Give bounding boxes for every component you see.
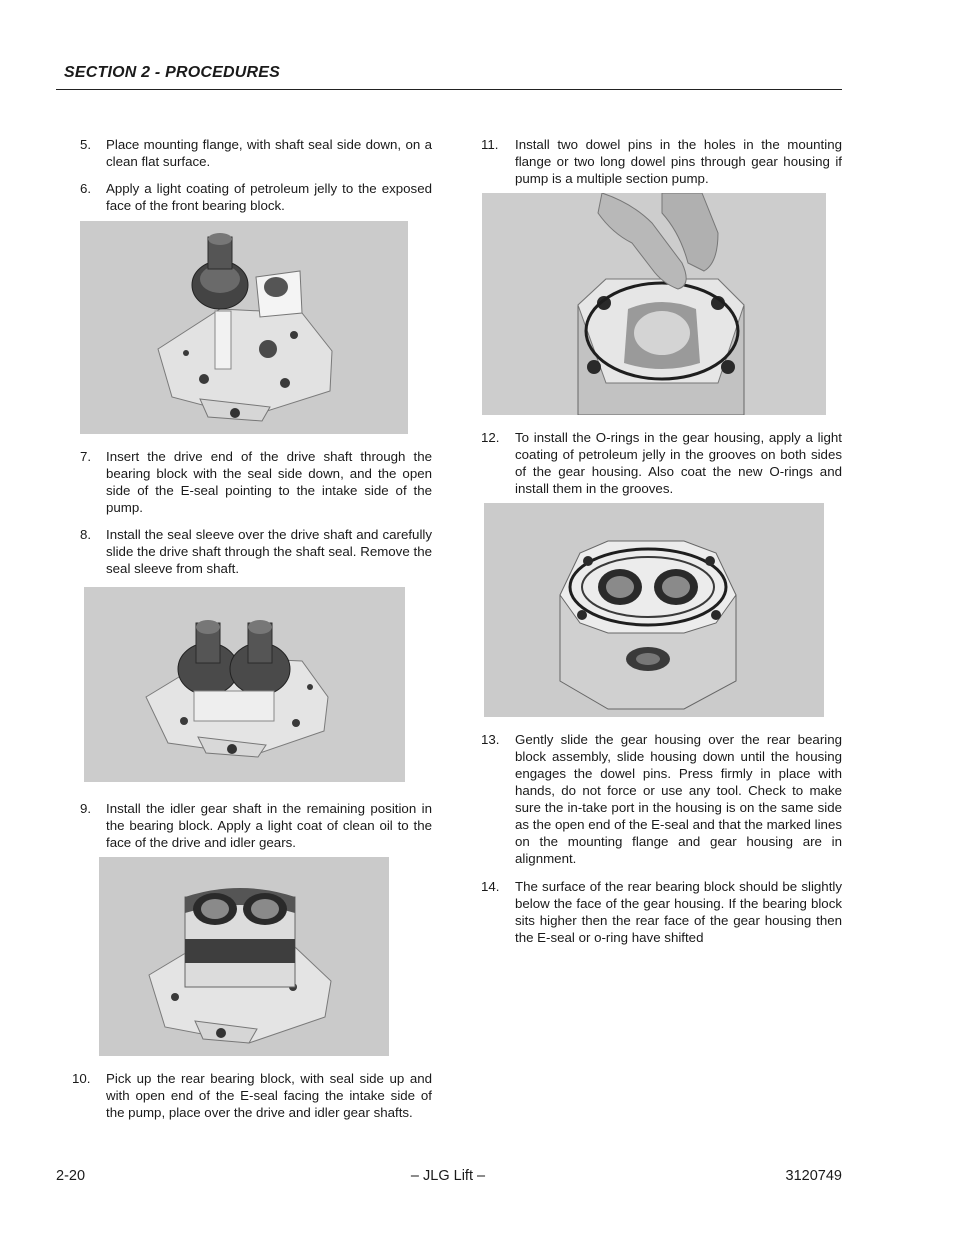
step-13: [481, 731, 842, 869]
step-number: 6.: [80, 181, 92, 196]
step-number: 13.: [481, 732, 500, 747]
step-7: [80, 448, 433, 518]
photo-front-bearing-block: [80, 221, 408, 434]
step-text: Install the idler gear shaft in the remaining position in the bearing block. Apply a light coat of clean oil to the face of the drive and idler gears.: [106, 801, 432, 850]
step-6: [80, 180, 433, 216]
step-8: [80, 526, 433, 578]
photo-rear-bearing-block: [99, 857, 389, 1056]
step-number: 11.: [481, 137, 499, 152]
step-12: [481, 429, 842, 499]
step-text: Install the seal sleeve over the drive shaft and carefully slide the drive shaft through the shaft seal. Remove the seal sleeve from shaft.: [106, 527, 432, 576]
step-number: 5.: [80, 137, 92, 152]
photo-drive-and-idler-gears: [84, 587, 405, 782]
step-number: 14.: [481, 879, 500, 894]
step-text: To install the O-rings in the gear housing, apply a light coating of petroleum jelly in the grooves on both sides of the gear housing. Also coat the new O-rings and install them in the grooves.: [515, 430, 842, 496]
step-number: 7.: [80, 449, 92, 464]
photo-dowel-pins-and-o-ring: [482, 193, 826, 415]
section-title: SECTION 2 - PROCEDURES: [64, 64, 280, 81]
step-number: 12.: [481, 430, 500, 445]
step-text: Insert the drive end of the drive shaft through the bearing block with the seal side down, and the open side of the E-seal pointing to the intake side of the pump.: [106, 449, 432, 515]
document-number: 3120749: [785, 1168, 842, 1184]
footer-publisher: – JLG Lift –: [410, 1168, 486, 1184]
step-14: [481, 878, 842, 948]
photo-gear-housing-o-rings: [484, 503, 824, 717]
step-text: Install two dowel pins in the holes in the mounting flange or two long dowel pins through gear housing if pump is a multiple section pump.: [515, 137, 842, 186]
header-rule: [56, 89, 842, 90]
step-number: 9.: [80, 801, 92, 816]
step-5: [80, 136, 433, 172]
step-11: [481, 136, 842, 188]
step-text: Place mounting flange, with shaft seal side down, on a clean flat surface.: [106, 137, 432, 169]
step-text: The surface of the rear bearing block should be slightly below the face of the gear housing. If the bearing block sits higher then the rear face of the gear housing then the E-seal or o-ring have shifted: [515, 879, 842, 945]
step-text: Pick up the rear bearing block, with seal side up and with open end of the E-seal facing the intake side of the pump, place over the drive and idler gear shafts.: [106, 1071, 432, 1120]
step-text: Gently slide the gear housing over the rear bearing block assembly, slide housing down until the housing engages the dowel pins. Press firmly in place with hands, do not force or use any tool. Check to make sure the in-take port in the housing is on the same side as the open end of the E-seal and that the marked lines on the mounting flange and gear housing are in alignment.: [515, 732, 842, 866]
step-number: 10.: [72, 1071, 91, 1086]
step-9: [80, 800, 433, 852]
step-text: Apply a light coating of petroleum jelly to the exposed face of the front bearing block.: [106, 181, 432, 213]
step-number: 8.: [80, 527, 92, 542]
step-10: [72, 1070, 433, 1122]
page-number: 2-20: [56, 1168, 86, 1184]
